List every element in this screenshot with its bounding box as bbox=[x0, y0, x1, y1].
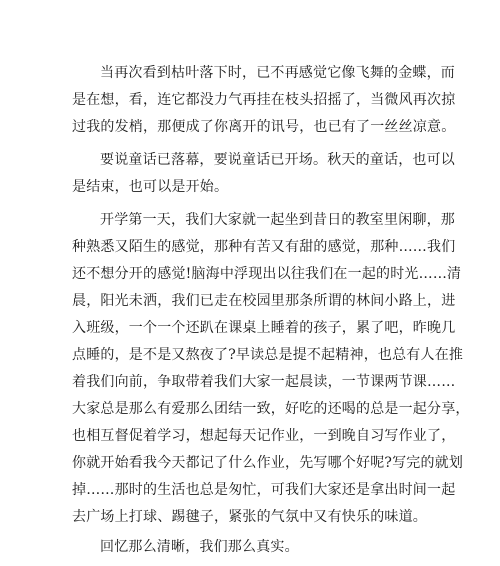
text-line: 着我们向前，争取带着我们大家一起晨读，一节课两节课…… bbox=[72, 374, 456, 390]
text-line: 种熟悉又陌生的感觉，那种有苦又有甜的感觉，那种……我们 bbox=[72, 239, 456, 255]
paragraph-1 bbox=[72, 60, 456, 141]
text-line: 回忆那么清晰，我们那么真实。 bbox=[100, 539, 299, 555]
text-line: 还不想分开的感觉!脑海中浮现出以往我们在一起的时光……清 bbox=[72, 266, 462, 282]
text-line: 掉……那时的生活也总是匆忙，可我们大家还是拿出时间一起 bbox=[72, 482, 456, 498]
text-line: 也相互督促着学习，想起每天记作业，一到晚自习写作业了， bbox=[72, 428, 456, 444]
text-line: 开学第一天，我们大家就一起坐到昔日的教室里闲聊，那 bbox=[100, 212, 455, 228]
paragraph-4 bbox=[72, 534, 428, 561]
paragraph-3 bbox=[72, 207, 470, 531]
text-line: 过我的发梢，那便成了你离开的讯号，也已有了一丝丝凉意。 bbox=[72, 119, 456, 135]
text-line: 要说童话已落幕，要说童话已开场。秋天的童话，也可以 bbox=[100, 152, 455, 168]
text-line: 是在想，看，连它都没力气再挂在枝头招摇了，当微风再次掠 bbox=[72, 92, 456, 108]
text-line: 去广场上打球、踢毽子，紧张的气氛中又有快乐的味道。 bbox=[72, 509, 427, 525]
text-line: 入班级，一个一个还趴在课桌上睡着的孩子，累了吧，昨晚几 bbox=[72, 320, 456, 336]
text-line: 点睡的，是不是又熬夜了?早读总是提不起精神，也总有人在推 bbox=[72, 347, 464, 363]
text-line: 是结束，也可以是开始。 bbox=[72, 179, 229, 195]
paragraph-2 bbox=[72, 147, 455, 201]
text-line: 晨，阳光未洒，我们已走在校园里那条所谓的林间小路上，进 bbox=[72, 293, 456, 309]
text-line: 当再次看到枯叶落下时，已不再感觉它像飞舞的金蝶，而 bbox=[100, 65, 455, 81]
text-line: 大家总是那么有爱那么团结一致，好吃的还喝的总是一起分享， bbox=[72, 401, 470, 417]
text-line: 你就开始看我今天都记了什么作业，先写哪个好呢?写完的就划 bbox=[72, 455, 464, 471]
